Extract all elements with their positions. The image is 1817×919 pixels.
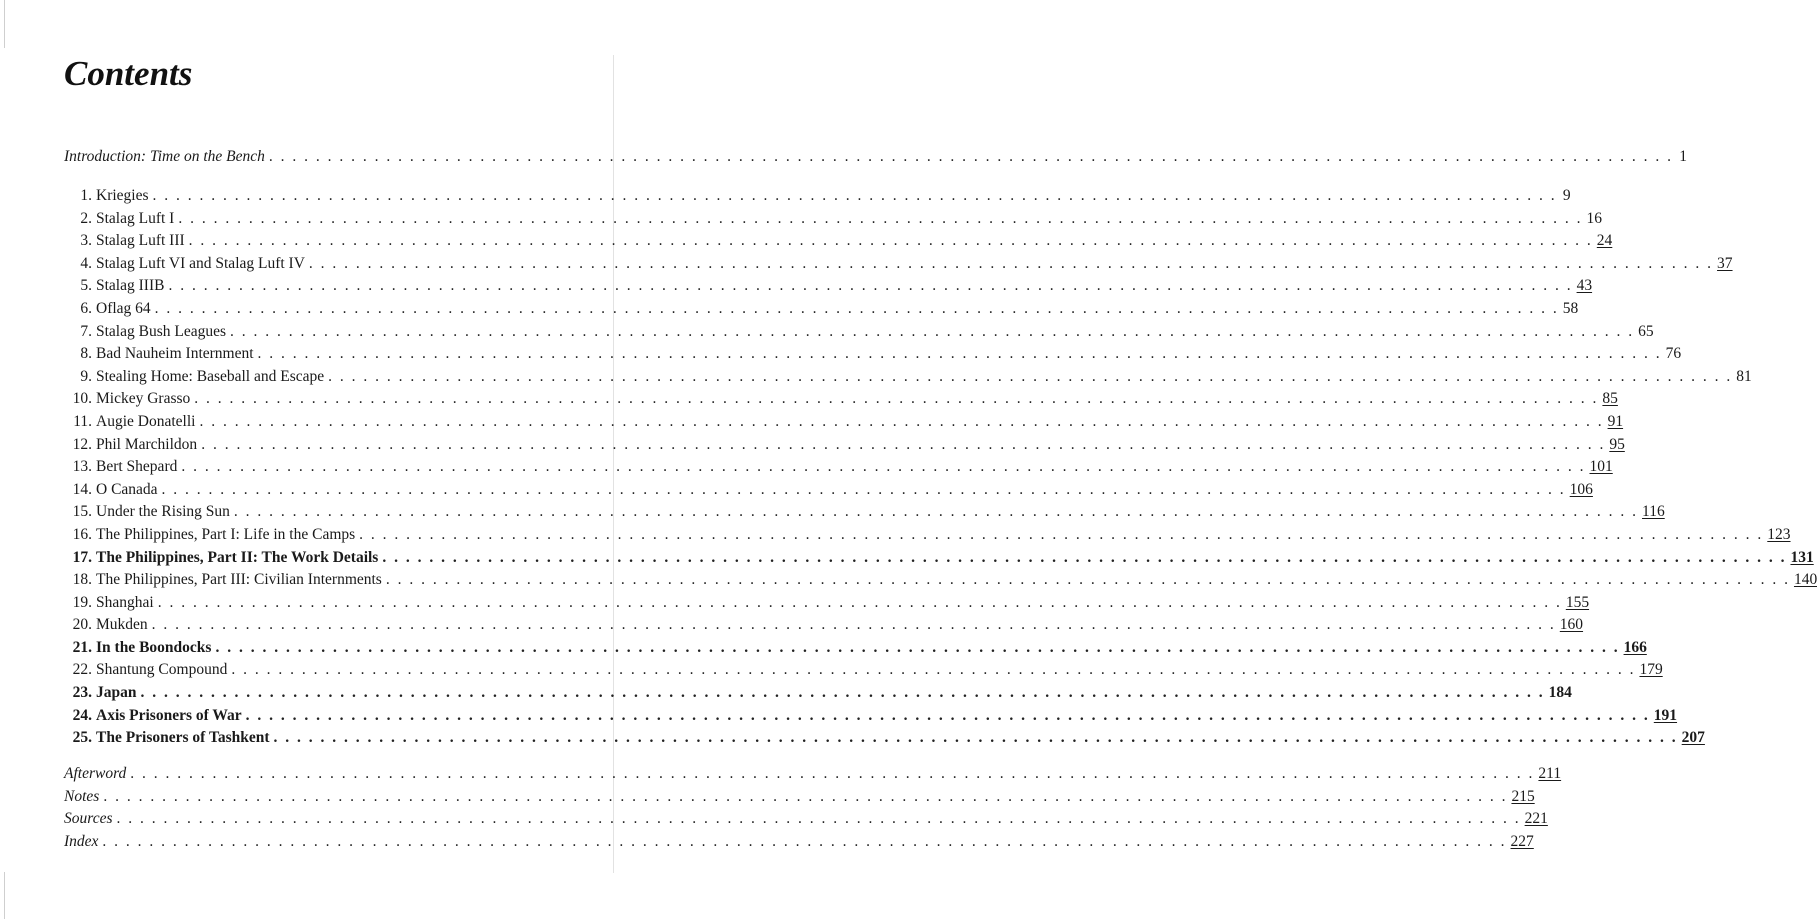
- toc-entry-title: Index: [64, 832, 99, 850]
- page-title: Contents: [64, 54, 193, 93]
- toc-introduction: [64, 146, 1688, 169]
- toc-leader-dots: . . . . . . . . . . . . . . . . . . . . . . . . . . . . . . . . . . . . . . . . . . . . . . . . . . . . . . . . . . . . . . . . . . . . . . . . . . . . . . . . . . . . . . . . . . . . . . . . . . . . . . . . . . . . . . . . . . . . . . . .: [102, 832, 1507, 850]
- toc-entry: [64, 547, 1814, 570]
- toc-entry-page: 81: [1736, 367, 1752, 385]
- toc-entry-title: Phil Marchildon: [96, 435, 198, 453]
- toc-entry-number: 3.: [80, 232, 92, 250]
- toc-entry-page: 65: [1638, 322, 1654, 340]
- toc-entry-title: Notes: [64, 787, 100, 805]
- toc-entry-title: The Philippines, Part III: Civilian Internments: [96, 571, 382, 589]
- toc-leader-dots: . . . . . . . . . . . . . . . . . . . . . . . . . . . . . . . . . . . . . . . . . . . . . . . . . . . . . . . . . . . . . . . . . . . . . . . . . . . . . . . . . . . . . . . . . . . . . . . . . . . . . . . . . . . . . . . . . . . . . . . .: [268, 148, 1674, 165]
- toc-entry-title: Kriegies: [96, 187, 149, 204]
- toc-entry: [64, 637, 1647, 660]
- toc-entry-title: Mukden: [96, 616, 148, 634]
- toc-leader-dots: . . . . . . . . . . . . . . . . . . . . . . . . . . . . . . . . . . . . . . . . . . . . . . . . . . . . . . . . . . . . . . . . . . . . . . . . . . . . . . . . . . . . . . . . . . . . . . . . . . . . . . . . . . . . . . . . . . . . . . . .: [178, 209, 1583, 227]
- toc-back-matter: [64, 763, 1562, 853]
- toc-leader-dots: . . . . . . . . . . . . . . . . . . . . . . . . . . . . . . . . . . . . . . . . . . . . . . . . . . . . . . . . . . . . . . . . . . . . . . . . . . . . . . . . . . . . . . . . . . . . . . . . . . . . . . . . . . . . . . . . . . . . . . . .: [130, 765, 1535, 782]
- toc-entry-page: 221: [1524, 810, 1548, 828]
- toc-entry-page: 43: [1576, 277, 1593, 295]
- toc-entry-number: 13.: [72, 458, 92, 476]
- toc-entry: [64, 501, 1665, 524]
- toc-entry-page: 179: [1639, 661, 1663, 679]
- toc-entry-page: 58: [1562, 299, 1579, 317]
- toc-entry-number: 9.: [80, 367, 92, 385]
- toc-entry-title: Afterword: [64, 765, 127, 782]
- toc-leader-dots: . . . . . . . . . . . . . . . . . . . . . . . . . . . . . . . . . . . . . . . . . . . . . . . . . . . . . . . . . . . . . . . . . . . . . . . . . . . . . . . . . . . . . . . . . . . . . . . . . . . . . . . . . . . . . . . . . . . . . . . .: [152, 187, 1557, 204]
- toc-entry-number: 25.: [72, 729, 92, 747]
- toc-entry: [64, 185, 1571, 208]
- toc-entry-title: Bad Nauheim Internment: [96, 345, 254, 363]
- toc-entry: [64, 321, 1654, 344]
- toc-entry-title: Stalag Luft III: [96, 232, 185, 250]
- toc-leader-dots: . . . . . . . . . . . . . . . . . . . . . . . . . . . . . . . . . . . . . . . . . . . . . . . . . . . . . . . . . . . . . . . . . . . . . . . . . . . . . . . . . . . . . . . . . . . . . . . . . . . . . . . . . . . . . . . . . . . . . . . .: [161, 480, 1566, 498]
- toc-entry: [64, 275, 1593, 298]
- page-edge-left-bottom: [4, 872, 5, 919]
- toc-entry-title: Shanghai: [96, 593, 154, 611]
- toc-entry-page: 16: [1586, 209, 1602, 227]
- toc-entry-number: 11.: [73, 412, 92, 430]
- toc-entry-page: 191: [1653, 706, 1678, 724]
- toc-entry: [64, 208, 1602, 231]
- toc-entry-number: 18.: [72, 571, 92, 589]
- toc-entry: [64, 388, 1618, 411]
- toc-entry-number: 8.: [80, 345, 92, 363]
- toc-entry-title: Oflag 64: [96, 299, 151, 317]
- toc-entry: [64, 763, 1562, 786]
- toc-entry-page: 211: [1538, 765, 1562, 782]
- toc-entry-page: 24: [1596, 232, 1613, 250]
- toc-leader-dots: . . . . . . . . . . . . . . . . . . . . . . . . . . . . . . . . . . . . . . . . . . . . . . . . . . . . . . . . . . . . . . . . . . . . . . . . . . . . . . . . . . . . . . . . . . . . . . . . . . . . . . . . . . . . . . . . . . . . . . . .: [140, 684, 1545, 702]
- toc-leader-dots: . . . . . . . . . . . . . . . . . . . . . . . . . . . . . . . . . . . . . . . . . . . . . . . . . . . . . . . . . . . . . . . . . . . . . . . . . . . . . . . . . . . . . . . . . . . . . . . . . . . . . . . . . . . . . . . . . . . . . . . .: [199, 412, 1604, 430]
- toc-entry-page: 215: [1511, 787, 1535, 805]
- toc-entry: [64, 786, 1535, 809]
- toc-entry-number: 14.: [72, 480, 92, 498]
- toc-entry-page: 140: [1793, 571, 1817, 589]
- toc-leader-dots: . . . . . . . . . . . . . . . . . . . . . . . . . . . . . . . . . . . . . . . . . . . . . . . . . . . . . . . . . . . . . . . . . . . . . . . . . . . . . . . . . . . . . . . . . . . . . . . . . . . . . . . . . . . . . . . . . . . . . . . .: [273, 729, 1678, 747]
- toc-entry: [64, 253, 1733, 276]
- toc-entry-title: Axis Prisoners of War: [96, 706, 242, 724]
- toc-leader-dots: . . . . . . . . . . . . . . . . . . . . . . . . . . . . . . . . . . . . . . . . . . . . . . . . . . . . . . . . . . . . . . . . . . . . . . . . . . . . . . . . . . . . . . . . . . . . . . . . . . . . . . . . . . . . . . . . . . . . . . . .: [151, 616, 1556, 634]
- toc-entry: [64, 705, 1678, 728]
- toc-leader-dots: . . . . . . . . . . . . . . . . . . . . . . . . . . . . . . . . . . . . . . . . . . . . . . . . . . . . . . . . . . . . . . . . . . . . . . . . . . . . . . . . . . . . . . . . . . . . . . . . . . . . . . . . . . . . . . . . . . . . . . . .: [382, 548, 1787, 566]
- toc-entry-title: The Philippines, Part II: The Work Details: [96, 548, 379, 566]
- toc-entry-title: Introduction: Time on the Bench: [64, 148, 265, 165]
- toc-entry: [64, 298, 1579, 321]
- toc-leader-dots: . . . . . . . . . . . . . . . . . . . . . . . . . . . . . . . . . . . . . . . . . . . . . . . . . . . . . . . . . . . . . . . . . . . . . . . . . . . . . . . . . . . . . . . . . . . . . . . . . . . . . . . . . . . . . . . . . . . . . . . .: [154, 299, 1559, 317]
- toc-entry-title: Mickey Grasso: [96, 390, 191, 408]
- toc-entry-page: 160: [1559, 616, 1584, 634]
- toc-leader-dots: . . . . . . . . . . . . . . . . . . . . . . . . . . . . . . . . . . . . . . . . . . . . . . . . . . . . . . . . . . . . . . . . . . . . . . . . . . . . . . . . . . . . . . . . . . . . . . . . . . . . . . . . . . . . . . . . . . . . . . . .: [215, 638, 1620, 656]
- toc-leader-dots: . . . . . . . . . . . . . . . . . . . . . . . . . . . . . . . . . . . . . . . . . . . . . . . . . . . . . . . . . . . . . . . . . . . . . . . . . . . . . . . . . . . . . . . . . . . . . . . . . . . . . . . . . . . . . . . . . . . . . . . .: [385, 571, 1790, 589]
- toc-entry-title: Stalag Luft I: [96, 209, 175, 227]
- toc-entry-title: Stalag Bush Leagues: [96, 322, 227, 340]
- toc-leader-dots: . . . . . . . . . . . . . . . . . . . . . . . . . . . . . . . . . . . . . . . . . . . . . . . . . . . . . . . . . . . . . . . . . . . . . . . . . . . . . . . . . . . . . . . . . . . . . . . . . . . . . . . . . . . . . . . . . . . . . . . .: [194, 390, 1599, 408]
- toc-entry-page: 131: [1790, 548, 1814, 566]
- toc-entry: [64, 682, 1572, 705]
- toc-leader-dots: . . . . . . . . . . . . . . . . . . . . . . . . . . . . . . . . . . . . . . . . . . . . . . . . . . . . . . . . . . . . . . . . . . . . . . . . . . . . . . . . . . . . . . . . . . . . . . . . . . . . . . . . . . . . . . . . . . . . . . . .: [257, 345, 1662, 363]
- toc-entry-number: 4.: [80, 254, 92, 272]
- toc-entry-title: Japan: [96, 684, 137, 702]
- toc-leader-dots: . . . . . . . . . . . . . . . . . . . . . . . . . . . . . . . . . . . . . . . . . . . . . . . . . . . . . . . . . . . . . . . . . . . . . . . . . . . . . . . . . . . . . . . . . . . . . . . . . . . . . . . . . . . . . . . . . . . . . . . .: [231, 661, 1636, 679]
- toc-entry-title: The Philippines, Part I: Life in the Camps: [96, 525, 356, 543]
- toc-entry-page: 37: [1717, 254, 1733, 272]
- toc-entry: [64, 230, 1613, 253]
- toc-entry-number: 21.: [72, 638, 92, 656]
- toc-entry-title: Sources: [64, 810, 113, 828]
- toc-entry: [64, 659, 1663, 682]
- toc-entry-number: 16.: [72, 525, 92, 543]
- toc-entry: [64, 366, 1752, 389]
- toc-entry-title: Stealing Home: Baseball and Escape: [96, 367, 325, 385]
- toc-entry-page: 95: [1609, 435, 1625, 453]
- toc-entry-introduction: [64, 146, 1688, 169]
- toc-entry: [64, 479, 1593, 502]
- toc-leader-dots: . . . . . . . . . . . . . . . . . . . . . . . . . . . . . . . . . . . . . . . . . . . . . . . . . . . . . . . . . . . . . . . . . . . . . . . . . . . . . . . . . . . . . . . . . . . . . . . . . . . . . . . . . . . . . . . . . . . . . . . .: [157, 593, 1562, 611]
- toc-entry-page: 227: [1510, 832, 1534, 850]
- toc-leader-dots: . . . . . . . . . . . . . . . . . . . . . . . . . . . . . . . . . . . . . . . . . . . . . . . . . . . . . . . . . . . . . . . . . . . . . . . . . . . . . . . . . . . . . . . . . . . . . . . . . . . . . . . . . . . . . . . . . . . . . . . .: [230, 322, 1635, 340]
- toc-entry: [64, 808, 1548, 831]
- toc-entry-page: 101: [1589, 458, 1613, 476]
- toc-entry-number: 10.: [72, 390, 92, 408]
- toc-entry-title: The Prisoners of Tashkent: [96, 729, 270, 747]
- toc-entry-page: 85: [1602, 390, 1618, 408]
- toc-entry-page: 106: [1569, 480, 1593, 498]
- toc-entry-number: 23.: [72, 684, 92, 702]
- toc-entry-number: 22.: [72, 661, 92, 679]
- toc-entry-number: 2.: [80, 209, 92, 227]
- toc-leader-dots: . . . . . . . . . . . . . . . . . . . . . . . . . . . . . . . . . . . . . . . . . . . . . . . . . . . . . . . . . . . . . . . . . . . . . . . . . . . . . . . . . . . . . . . . . . . . . . . . . . . . . . . . . . . . . . . . . . . . . . . .: [181, 458, 1586, 476]
- toc-entry: [64, 727, 1705, 750]
- toc-entry-number: 12.: [72, 435, 92, 453]
- toc-entry: [64, 456, 1613, 479]
- toc-entry: [64, 569, 1817, 592]
- toc-entry-title: In the Boondocks: [96, 638, 212, 656]
- toc-entry-number: 7.: [80, 322, 92, 340]
- toc-entry-title: Shantung Compound: [96, 661, 228, 679]
- toc-entry-title: Under the Rising Sun: [96, 503, 230, 521]
- toc-entry: [64, 831, 1534, 854]
- toc-entry-page: 207: [1681, 729, 1705, 747]
- toc-entry: [64, 411, 1624, 434]
- toc-entry: [64, 524, 1791, 547]
- toc-leader-dots: . . . . . . . . . . . . . . . . . . . . . . . . . . . . . . . . . . . . . . . . . . . . . . . . . . . . . . . . . . . . . . . . . . . . . . . . . . . . . . . . . . . . . . . . . . . . . . . . . . . . . . . . . . . . . . . . . . . . . . . .: [233, 503, 1639, 521]
- toc-entry-number: 5.: [80, 277, 92, 295]
- toc-entry-page: 91: [1607, 412, 1624, 430]
- toc-entry-page: 155: [1565, 593, 1590, 611]
- toc-leader-dots: . . . . . . . . . . . . . . . . . . . . . . . . . . . . . . . . . . . . . . . . . . . . . . . . . . . . . . . . . . . . . . . . . . . . . . . . . . . . . . . . . . . . . . . . . . . . . . . . . . . . . . . . . . . . . . . . . . . . . . . .: [201, 435, 1606, 453]
- toc-entry-page: 9: [1562, 187, 1571, 204]
- toc-entry-page: 1: [1679, 148, 1688, 165]
- toc-entry-page: 76: [1665, 345, 1682, 363]
- toc-leader-dots: . . . . . . . . . . . . . . . . . . . . . . . . . . . . . . . . . . . . . . . . . . . . . . . . . . . . . . . . . . . . . . . . . . . . . . . . . . . . . . . . . . . . . . . . . . . . . . . . . . . . . . . . . . . . . . . . . . . . . . . .: [188, 232, 1593, 250]
- toc-entry: [64, 592, 1590, 615]
- toc-chapters: [64, 185, 1817, 750]
- toc-leader-dots: . . . . . . . . . . . . . . . . . . . . . . . . . . . . . . . . . . . . . . . . . . . . . . . . . . . . . . . . . . . . . . . . . . . . . . . . . . . . . . . . . . . . . . . . . . . . . . . . . . . . . . . . . . . . . . . . . . . . . . . .: [308, 254, 1714, 272]
- toc-entry-number: 1.: [80, 187, 92, 204]
- toc-entry: [64, 434, 1625, 457]
- page-edge-left-top: [4, 0, 5, 48]
- toc-leader-dots: . . . . . . . . . . . . . . . . . . . . . . . . . . . . . . . . . . . . . . . . . . . . . . . . . . . . . . . . . . . . . . . . . . . . . . . . . . . . . . . . . . . . . . . . . . . . . . . . . . . . . . . . . . . . . . . . . . . . . . . .: [245, 706, 1650, 724]
- toc-entry-number: 19.: [72, 593, 92, 611]
- toc-entry-page: 116: [1642, 503, 1665, 521]
- toc-entry-page: 123: [1767, 525, 1791, 543]
- toc-entry-title: Stalag IIIB: [96, 277, 165, 295]
- toc-entry-number: 6.: [80, 299, 92, 317]
- toc-entry-title: Bert Shepard: [96, 458, 178, 476]
- toc-entry-number: 17.: [72, 548, 92, 566]
- toc-entry-title: O Canada: [96, 480, 158, 498]
- toc-leader-dots: . . . . . . . . . . . . . . . . . . . . . . . . . . . . . . . . . . . . . . . . . . . . . . . . . . . . . . . . . . . . . . . . . . . . . . . . . . . . . . . . . . . . . . . . . . . . . . . . . . . . . . . . . . . . . . . . . . . . . . . .: [116, 810, 1521, 828]
- toc-leader-dots: . . . . . . . . . . . . . . . . . . . . . . . . . . . . . . . . . . . . . . . . . . . . . . . . . . . . . . . . . . . . . . . . . . . . . . . . . . . . . . . . . . . . . . . . . . . . . . . . . . . . . . . . . . . . . . . . . . . . . . . .: [168, 277, 1573, 295]
- toc-entry-page: 184: [1548, 684, 1572, 702]
- toc-entry-number: 15.: [72, 503, 92, 521]
- toc-entry-title: Augie Donatelli: [96, 412, 196, 430]
- toc-entry-page: 166: [1623, 638, 1647, 656]
- toc-entry-title: Stalag Luft VI and Stalag Luft IV: [96, 254, 305, 272]
- toc-leader-dots: . . . . . . . . . . . . . . . . . . . . . . . . . . . . . . . . . . . . . . . . . . . . . . . . . . . . . . . . . . . . . . . . . . . . . . . . . . . . . . . . . . . . . . . . . . . . . . . . . . . . . . . . . . . . . . . . . . . . . . . .: [103, 787, 1508, 805]
- toc-leader-dots: . . . . . . . . . . . . . . . . . . . . . . . . . . . . . . . . . . . . . . . . . . . . . . . . . . . . . . . . . . . . . . . . . . . . . . . . . . . . . . . . . . . . . . . . . . . . . . . . . . . . . . . . . . . . . . . . . . . . . . . .: [328, 367, 1733, 385]
- toc-entry: [64, 343, 1682, 366]
- toc-leader-dots: . . . . . . . . . . . . . . . . . . . . . . . . . . . . . . . . . . . . . . . . . . . . . . . . . . . . . . . . . . . . . . . . . . . . . . . . . . . . . . . . . . . . . . . . . . . . . . . . . . . . . . . . . . . . . . . . . . . . . . . .: [359, 525, 1764, 543]
- toc-entry-number: 20.: [72, 616, 92, 634]
- toc-entry: [64, 614, 1584, 637]
- toc-entry-number: 24.: [72, 706, 92, 724]
